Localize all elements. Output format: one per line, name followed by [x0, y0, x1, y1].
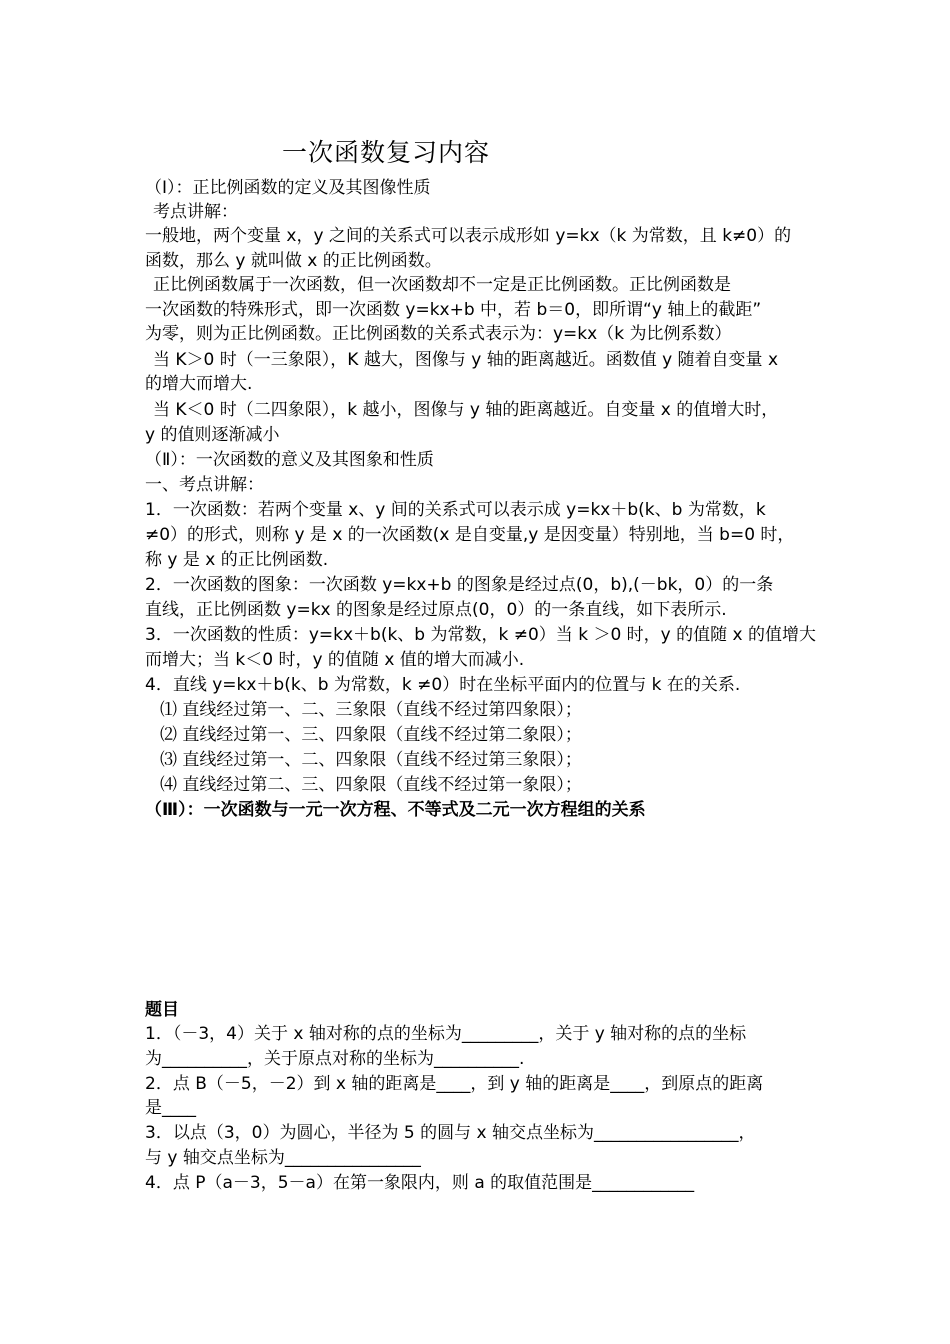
text-line: 考点讲解：	[153, 202, 238, 222]
text-line: 1．一次函数：若两个变量 x、y 间的关系式可以表示成 y=kx＋b(k、b 为常数，k	[145, 500, 766, 520]
question-line: 与 y 轴交点坐标为________________	[145, 1148, 421, 1168]
list-item: ⑷ 直线经过第二、三、四象限（直线不经过第一象限）；	[160, 775, 582, 795]
text-line: y 的值则逐渐减小	[145, 425, 280, 445]
questions-heading: 题目	[145, 1000, 179, 1020]
text-line: 一、考点讲解：	[145, 475, 264, 495]
text-line: ≠0）的形式，则称 y 是 x 的一次函数(x 是自变量,y 是因变量）特别地，当 b=0 时，	[145, 525, 795, 545]
list-item: ⑵ 直线经过第一、三、四象限（直线不经过第二象限）；	[160, 725, 582, 745]
section-2-heading: （Ⅱ）：一次函数的意义及其图象和性质	[145, 450, 434, 470]
list-item: ⑶ 直线经过第一、二、四象限（直线不经过第三象限）；	[160, 750, 582, 770]
question-line: 3．以点（3，0）为圆心，半径为 5 的圆与 x 轴交点坐标为_________________，	[145, 1123, 756, 1143]
text-line: 函数，那么 y 就叫做 x 的正比例函数。	[145, 251, 442, 271]
question-line: 4．点 P（a－3，5－a）在第一象限内，则 a 的取值范围是____________	[145, 1173, 695, 1193]
question-line: 是____	[145, 1098, 196, 1118]
text-line: 正比例函数属于一次函数，但一次函数却不一定是正比例函数。正比例函数是	[153, 275, 731, 295]
text-line: 2．一次函数的图象：一次函数 y=kx+b 的图象是经过点(0，b),(－bk，0）的一条	[145, 575, 774, 595]
text-line: 4．直线 y=kx＋b(k、b 为常数，k ≠0）时在坐标平面内的位置与 k 在的关系.	[145, 675, 741, 695]
page-title: 一次函数复习内容	[282, 138, 491, 167]
question-line: 为__________，关于原点对称的坐标为__________.	[145, 1049, 525, 1069]
question-line: 2．点 B（－5，－2）到 x 轴的距离是____，到 y 轴的距离是____，到原点的距离	[145, 1074, 764, 1094]
text-line: 当 K＞0 时（一三象限），K 越大，图像与 y 轴的距离越近。函数值 y 随着自变量 x	[153, 350, 779, 370]
text-line: 当 K＜0 时（二四象限），k 越小，图像与 y 轴的距离越近。自变量 x 的值增大时，	[153, 400, 779, 420]
text-line: 称 y 是 x 的正比例函数.	[145, 550, 329, 570]
text-line: 为零，则为正比例函数。正比例函数的关系式表示为：y=kx（k 为比例系数）	[145, 324, 732, 344]
text-line: 3．一次函数的性质：y=kx＋b(k、b 为常数，k ≠0）当 k ＞0 时，y 的值随 x 的值增大	[145, 625, 817, 645]
section-3-heading: （Ⅲ）：一次函数与一元一次方程、不等式及二元一次方程组的关系	[145, 800, 646, 820]
text-line: 的增大而增大.	[145, 374, 253, 394]
list-item: ⑴ 直线经过第一、二、三象限（直线不经过第四象限）；	[160, 700, 582, 720]
section-1-heading: （Ⅰ）：正比例函数的定义及其图像性质	[145, 178, 431, 198]
text-line: 一般地，两个变量 x，y 之间的关系式可以表示成形如 y=kx（k 为常数，且 k≠0）的	[145, 226, 792, 246]
text-line: 直线，正比例函数 y=kx 的图象是经过原点(0，0）的一条直线，如下表所示.	[145, 600, 727, 620]
question-line: 1．（－3，4）关于 x 轴对称的点的坐标为_________，关于 y 轴对称的点的坐标	[145, 1024, 747, 1044]
text-line: 一次函数的特殊形式，即一次函数 y=kx+b 中，若 b＝0，即所谓“y 轴上的截距”	[145, 300, 762, 320]
text-line: 而增大；当 k＜0 时，y 的值随 x 值的增大而减小.	[145, 650, 525, 670]
